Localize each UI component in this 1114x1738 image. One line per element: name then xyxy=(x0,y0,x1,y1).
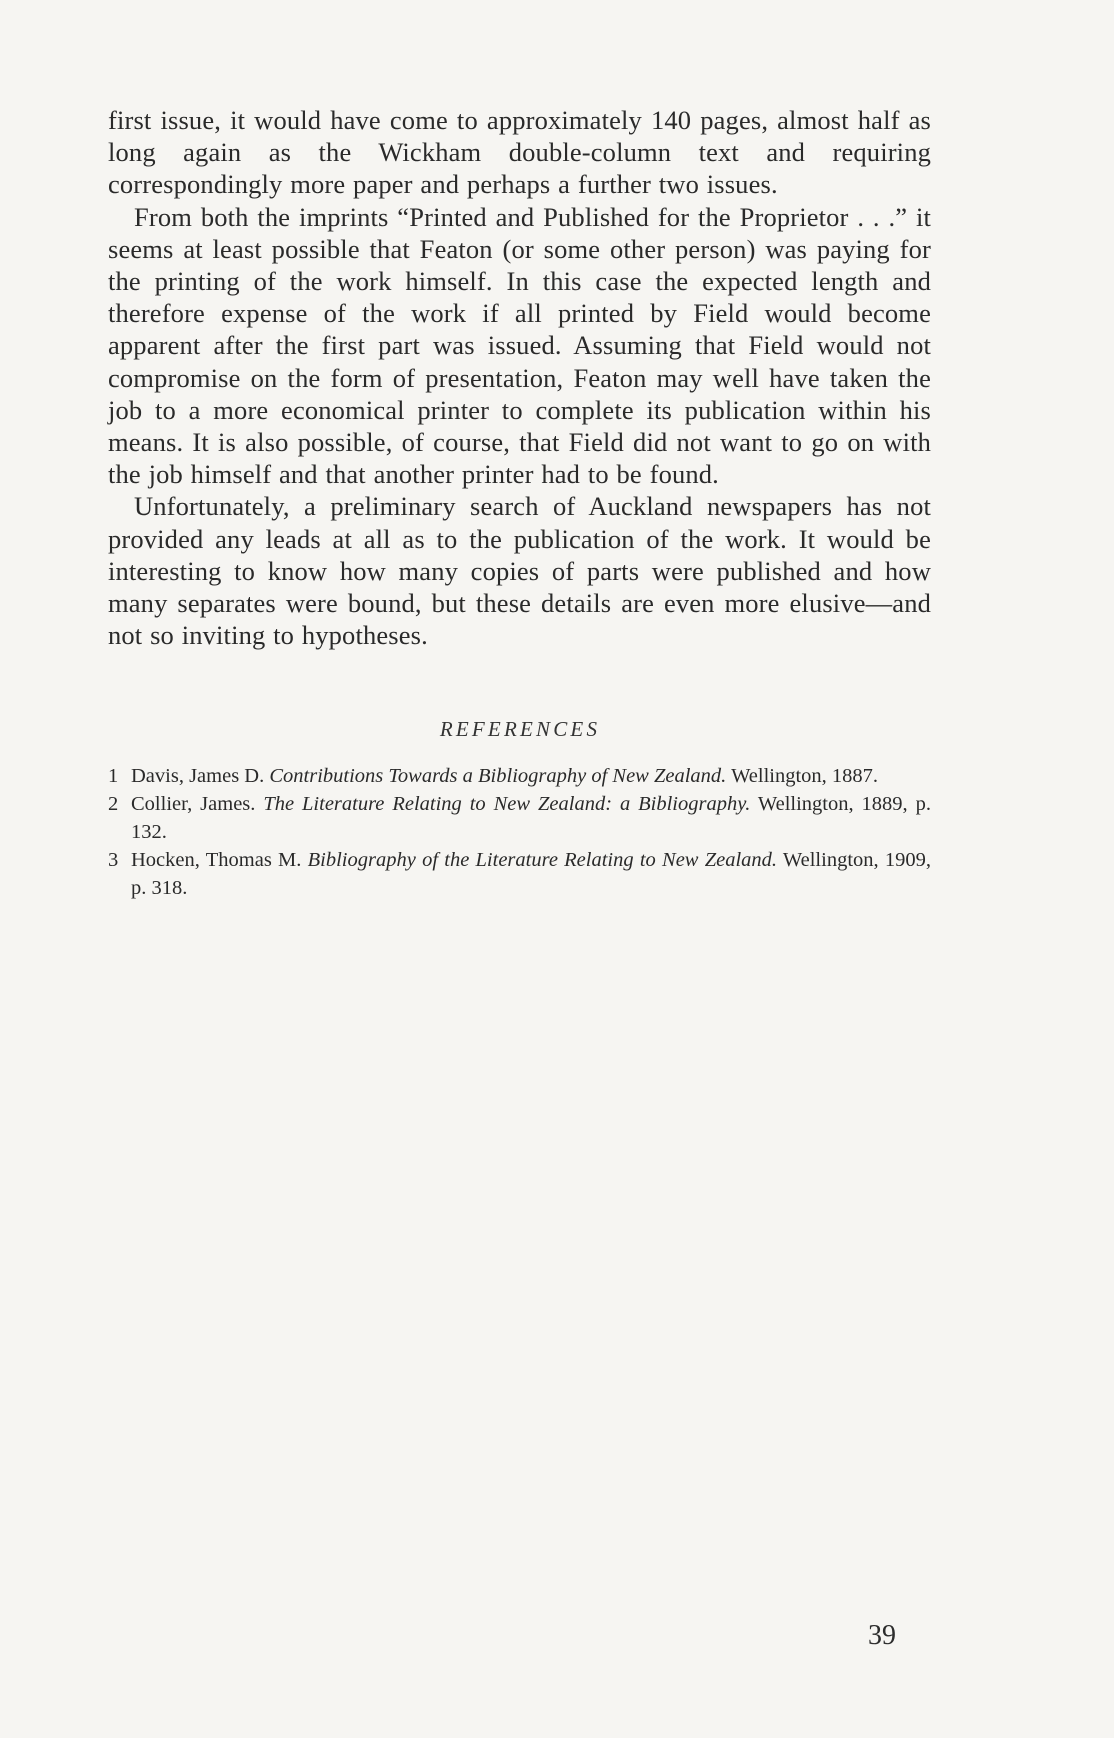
reference-number: 2 xyxy=(108,793,119,815)
body-text xyxy=(108,104,931,651)
reference-author: Hocken, Thomas M. xyxy=(131,849,302,871)
references-list xyxy=(108,762,931,902)
paragraph-newspapers: Unfortunately, a preliminary search of Auckland newspapers has not provided any leads at all as to the publication of the work. It would be interesting to know how many copies of parts were published and how many separates were bound, but these details are even more elusive—and not so inviting to hypotheses. xyxy=(108,491,931,651)
paragraph-continued: first issue, it would have come to approximately 140 pages, almost half as long again as the Wickham double-column text and requiring correspondingly more paper and perhaps a further two issues. xyxy=(108,105,931,200)
reference-title: Contributions Towards a Bibliography of New Zealand. xyxy=(269,765,727,787)
reference-item xyxy=(108,790,931,846)
reference-details: Wellington, 1887. xyxy=(731,765,879,787)
page-number: 39 xyxy=(868,1620,896,1651)
reference-details: Wellington, 1889, p. 132. xyxy=(131,793,931,843)
paragraph-imprints: From both the imprints “Printed and Published for the Proprietor . . .” it seems at least possible that Featon (or some other person) was paying for the printing of the work himself. In this case the expected length and therefore expense of the work if all printed by Field would become apparent after the first part was issued. Assuming that Field would not compromise on the form of presentation, Featon may well have taken the job to a more economical printer to complete its publication within his means. It is also possible, of course, that Field did not want to go on with the job himself and that another printer had to be found. xyxy=(108,201,931,490)
reference-number: 3 xyxy=(108,849,119,871)
reference-author: Davis, James D. xyxy=(131,765,265,787)
reference-item xyxy=(108,762,931,790)
reference-details: Wellington, 1909, p. 318. xyxy=(131,849,931,899)
reference-number: 1 xyxy=(108,765,119,787)
reference-item xyxy=(108,846,931,902)
reference-title: Bibliography of the Literature Relating to New Zealand. xyxy=(307,849,778,871)
reference-author: Collier, James. xyxy=(131,793,256,815)
references-heading: REFERENCES xyxy=(439,717,601,741)
reference-title: The Literature Relating to New Zealand: a Bibliography. xyxy=(263,793,751,815)
